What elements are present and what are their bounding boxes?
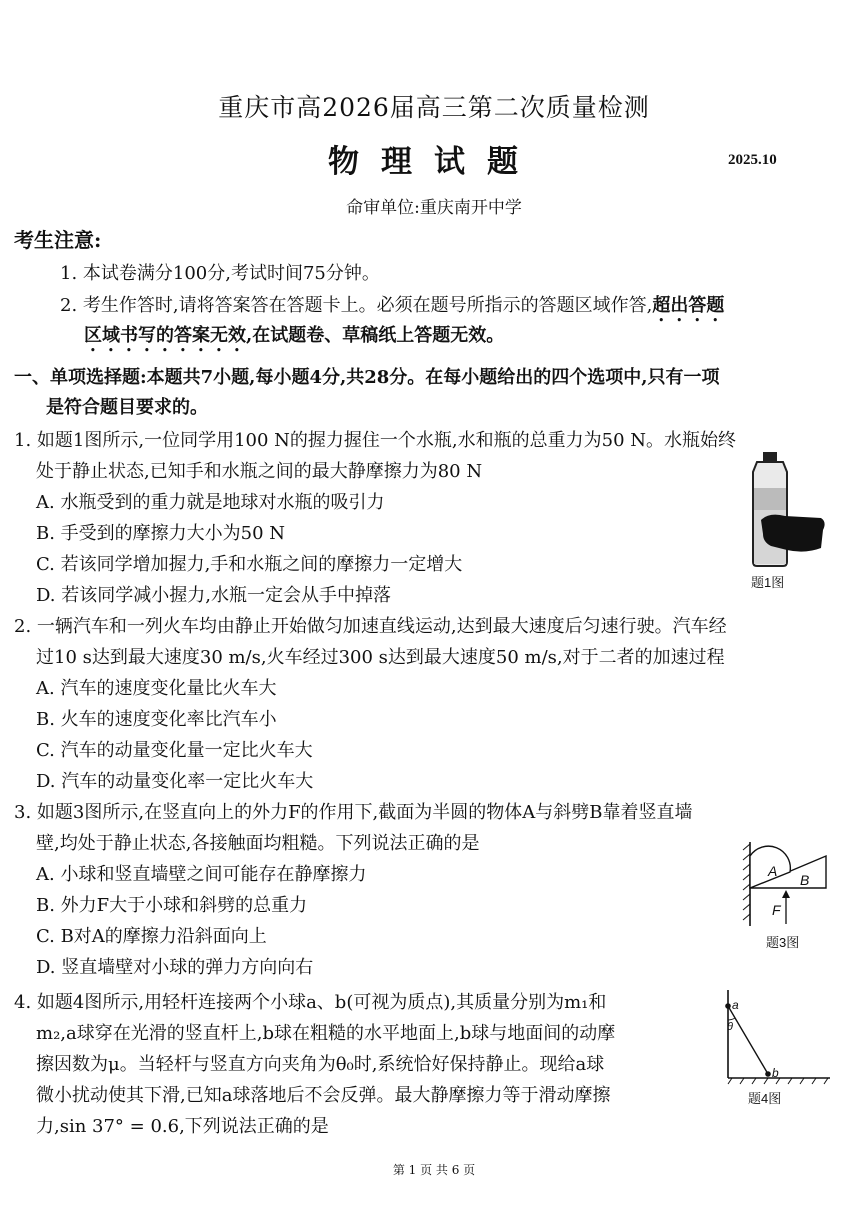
exam-date: 2025.10 <box>728 152 777 168</box>
q1-option-c: C. 若该同学增加握力,手和水瓶之间的摩擦力一定增大 <box>36 554 463 575</box>
notice-item-2-emphasis-2: 区域书写的答案无效 <box>84 325 246 346</box>
q3-figure <box>738 838 834 930</box>
section-1-desc-2: 是符合题目要求的。 <box>46 397 208 418</box>
section-1-heading <box>14 363 720 389</box>
q1-stem-1: 1. 如题1图所示,一位同学用100 N的握力握住一个水瓶,水和瓶的总重力为50 N。水瓶始终 <box>14 430 736 451</box>
section-1-label: 一、单项选择题: <box>14 367 147 388</box>
q3-option-c: C. B对A的摩擦力沿斜面向上 <box>36 926 267 947</box>
notice-heading: 考生注意: <box>14 228 102 252</box>
q3-option-a: A. 小球和竖直墙壁之间可能存在静摩擦力 <box>36 864 367 885</box>
notice-item-1: 1. 本试卷满分100分,考试时间75分钟。 <box>60 263 380 284</box>
q4-stem-5: 力,sin 37° = 0.6,下列说法正确的是 <box>36 1116 329 1137</box>
notice-item-2-line-2 <box>84 321 504 356</box>
q2-stem-1: 2. 一辆汽车和一列火车均由静止开始做匀加速直线运动,达到最大速度后匀速行驶。汽车经 <box>14 616 727 637</box>
q2-option-a: A. 汽车的速度变化量比火车大 <box>36 678 277 699</box>
q1-stem-2: 处于静止状态,已知手和水瓶之间的最大静摩擦力为80 N <box>36 461 483 482</box>
q4-figure-caption: 题4图 <box>748 1091 782 1106</box>
notice-item-2-emphasis: 超出答题 <box>652 295 725 316</box>
q3-stem-1: 3. 如题3图所示,在竖直向上的外力F的作用下,截面为半圆的物体A与斜劈B靠着竖直墙 <box>14 802 693 823</box>
bottle-label <box>754 488 786 510</box>
q4-label-b: b <box>772 1066 779 1080</box>
force-arrowhead <box>782 890 790 898</box>
angle-arc <box>728 1018 735 1020</box>
q3-label-f: F <box>772 902 781 918</box>
q1-option-d: D. 若该同学减小握力,水瓶一定会从手中掉落 <box>36 585 391 606</box>
q3-stem-2: 壁,均处于静止状态,各接触面均粗糙。下列说法正确的是 <box>36 833 480 854</box>
q4-stem-1: 4. 如题4图所示,用轻杆连接两个小球a、b(可视为质点),其质量分别为m₁和 <box>14 992 607 1013</box>
q1-figure <box>735 450 835 570</box>
exam-unit: 命审单位:重庆南开中学 <box>346 198 522 218</box>
light-rod <box>728 1006 768 1074</box>
q2-option-b: B. 火车的速度变化率比汽车小 <box>36 709 277 730</box>
exam-title: 物理试题 <box>328 144 540 180</box>
notice-item-2-text: 2. 考生作答时,请将答案答在答题卡上。必须在题号所指示的答题区域作答, <box>60 295 653 316</box>
bottle-cap <box>763 452 777 462</box>
q4-label-theta: θ <box>727 1021 733 1033</box>
wall-hatch <box>743 844 750 920</box>
q1-figure-caption: 题1图 <box>751 575 785 590</box>
q2-stem-2: 过10 s达到最大速度30 m/s,火车经过300 s达到最大速度50 m/s,对于二者的加速过程 <box>36 647 725 668</box>
q3-option-d: D. 竖直墙壁对小球的弹力方向向右 <box>36 957 314 978</box>
exam-supertitle: 重庆市高2026届高三第二次质量检测 <box>218 93 650 122</box>
section-1-desc: 本题共7小题,每小题4分,共28分。在每小题给出的四个选项中,只有一项 <box>146 367 720 388</box>
q4-stem-4: 微小扰动使其下滑,已知a球落地后不会反弹。最大静摩擦力等于滑动摩擦 <box>36 1085 611 1106</box>
q4-stem-3: 擦因数为μ。当轻杆与竖直方向夹角为θ₀时,系统恰好保持静止。现给a球 <box>36 1054 605 1075</box>
q2-option-c: C. 汽车的动量变化量一定比火车大 <box>36 740 313 761</box>
ball-b <box>765 1071 771 1077</box>
q2-option-d: D. 汽车的动量变化率一定比火车大 <box>36 771 314 792</box>
q3-label-a: A <box>768 863 778 879</box>
q1-option-a: A. 水瓶受到的重力就是地球对水瓶的吸引力 <box>36 492 385 513</box>
q4-stem-2: m₂,a球穿在光滑的竖直杆上,b球在粗糙的水平地面上,b球与地面间的动摩 <box>36 1023 616 1044</box>
q3-figure-caption: 题3图 <box>766 935 800 950</box>
notice-item-2-tail: ,在试题卷、草稿纸上答题无效。 <box>246 325 505 346</box>
q3-label-b: B <box>800 872 810 888</box>
q1-option-b: B. 手受到的摩擦力大小为50 N <box>36 523 286 544</box>
ball-a <box>725 1003 731 1009</box>
q3-option-b: B. 外力F大于小球和斜劈的总重力 <box>36 895 308 916</box>
q4-label-a: a <box>732 998 739 1012</box>
page-footer: 第 1 页 共 6 页 <box>392 1163 476 1177</box>
